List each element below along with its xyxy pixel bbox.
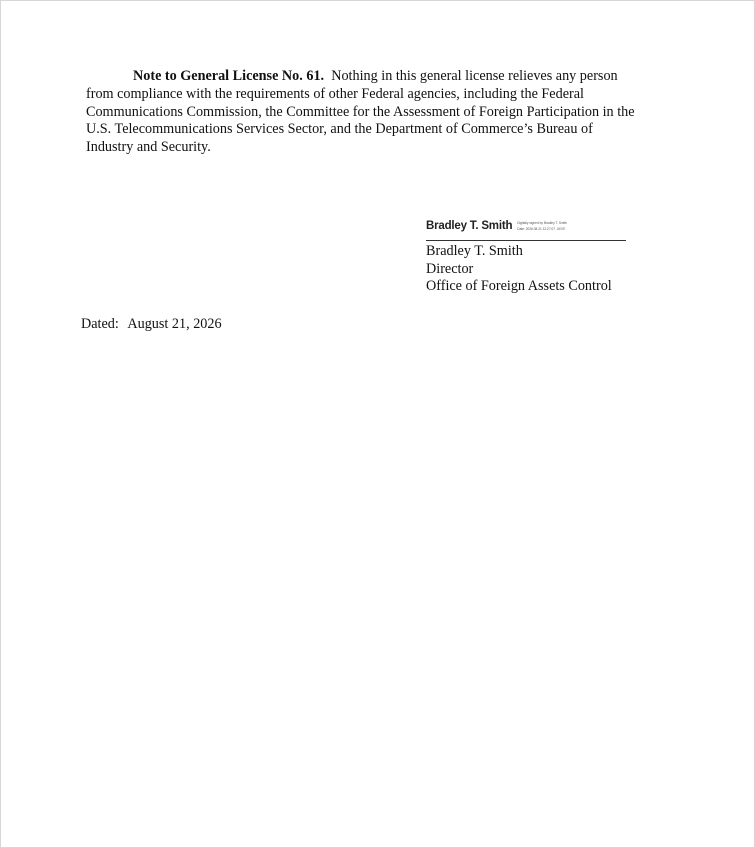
note-line: from compliance with the requirements of other Federal agencies, including the Federal bbox=[86, 85, 584, 102]
note-line: Communications Commission, the Committee for the Assessment of Foreign Participation in the bbox=[86, 103, 635, 120]
note-paragraph bbox=[86, 68, 686, 157]
note-line: U.S. Telecommunications Services Sector, and the Department of Commerce’s Bureau of bbox=[86, 121, 593, 138]
note-heading: Note to General License No. 61. bbox=[133, 68, 325, 84]
dated-label: Dated: bbox=[81, 316, 119, 332]
signatory-name: Bradley T. Smith bbox=[426, 243, 523, 259]
note-line: Industry and Security. bbox=[86, 139, 211, 156]
stamp-line: Date: 2026.08.21 12:27:07 -04'00' bbox=[517, 227, 566, 231]
signatory-office: Office of Foreign Assets Control bbox=[426, 278, 612, 295]
dated-value: August 21, 2026 bbox=[127, 316, 222, 332]
stamp-line: Digitally signed by Bradley T. Smith bbox=[517, 221, 568, 225]
signature-name: Bradley T. Smith bbox=[426, 220, 513, 232]
digital-signature bbox=[426, 215, 631, 237]
note-line bbox=[86, 68, 686, 86]
signature-block bbox=[426, 215, 631, 296]
digital-signature-stamp bbox=[517, 221, 567, 231]
signatory-title: Director bbox=[426, 260, 474, 277]
signature-line bbox=[426, 240, 626, 241]
note-text: Nothing in this general license relieves any person bbox=[331, 68, 618, 84]
dated-line bbox=[81, 316, 222, 334]
signatory-details bbox=[426, 243, 631, 296]
